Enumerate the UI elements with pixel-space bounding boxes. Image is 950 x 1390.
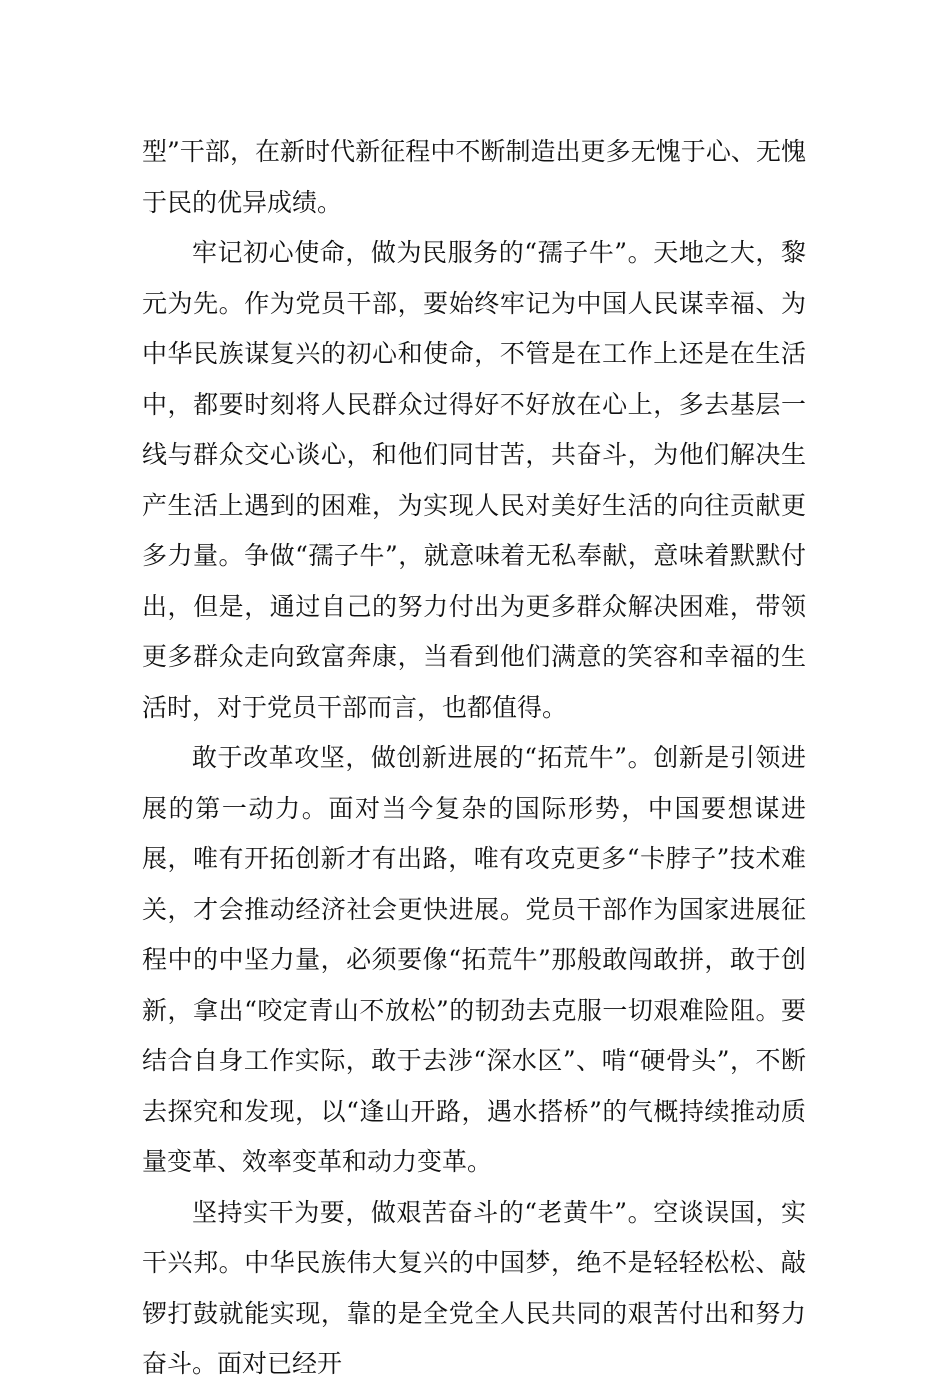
body-text xyxy=(142,127,806,1390)
paragraph-laohuangniu: 坚持实干为要，做艰苦奋斗的“老黄牛”。空谈误国，实干兴邦。中华民族伟大复兴的中国梦，绝不是轻轻松松、敲锣打鼓就能实现，靠的是全党全人民共同的艰苦付出和努力奋斗。面对已经开 xyxy=(142,1197,806,1378)
paragraph-rumuniu: 牢记初心使命，做为民服务的“孺子牛”。天地之大，黎元为先。作为党员干部，要始终牢记为中国人民谋幸福、为中华民族谋复兴的初心和使命，不管是在工作上还是在生活中，都要时刻将人民群众过得好不好放在心上，多去基层一线与群众交心谈心，和他们同甘苦，共奋斗，为他们解决生产生活上遇到的困难，为实现人民对美好生活的向往贡献更多力量。争做“孺子牛”，就意味着无私奉献，意味着默默付出，但是，通过自己的努力付出为更多群众解决困难，带领更多群众走向致富奔康，当看到他们满意的笑容和幸福的生活时，对于党员干部而言，也都值得。 xyxy=(142,238,806,722)
paragraph-continued: 型”干部，在新时代新征程中不断制造出更多无愧于心、无愧于民的优异成绩。 xyxy=(142,137,806,217)
paragraph-tuohuangniu: 敢于改革攻坚，做创新进展的“拓荒牛”。创新是引领进展的第一动力。面对当今复杂的国际形势，中国要想谋进展，唯有开拓创新才有出路，唯有攻克更多“卡脖子”技术难关，才会推动经济社会更快进展。党员干部作为国家进展征程中的中坚力量，必须要像“拓荒牛”那般敢闯敢拼，敢于创新，拿出“咬定青山不放松”的韧劲去克服一切艰难险阻。要结合自身工作实际，敢于去涉“深水区”、啃“硬骨头”，不断去探究和发现，以“逢山开路，遇水搭桥”的气概持续推动质量变革、效率变革和动力变革。 xyxy=(142,743,806,1176)
